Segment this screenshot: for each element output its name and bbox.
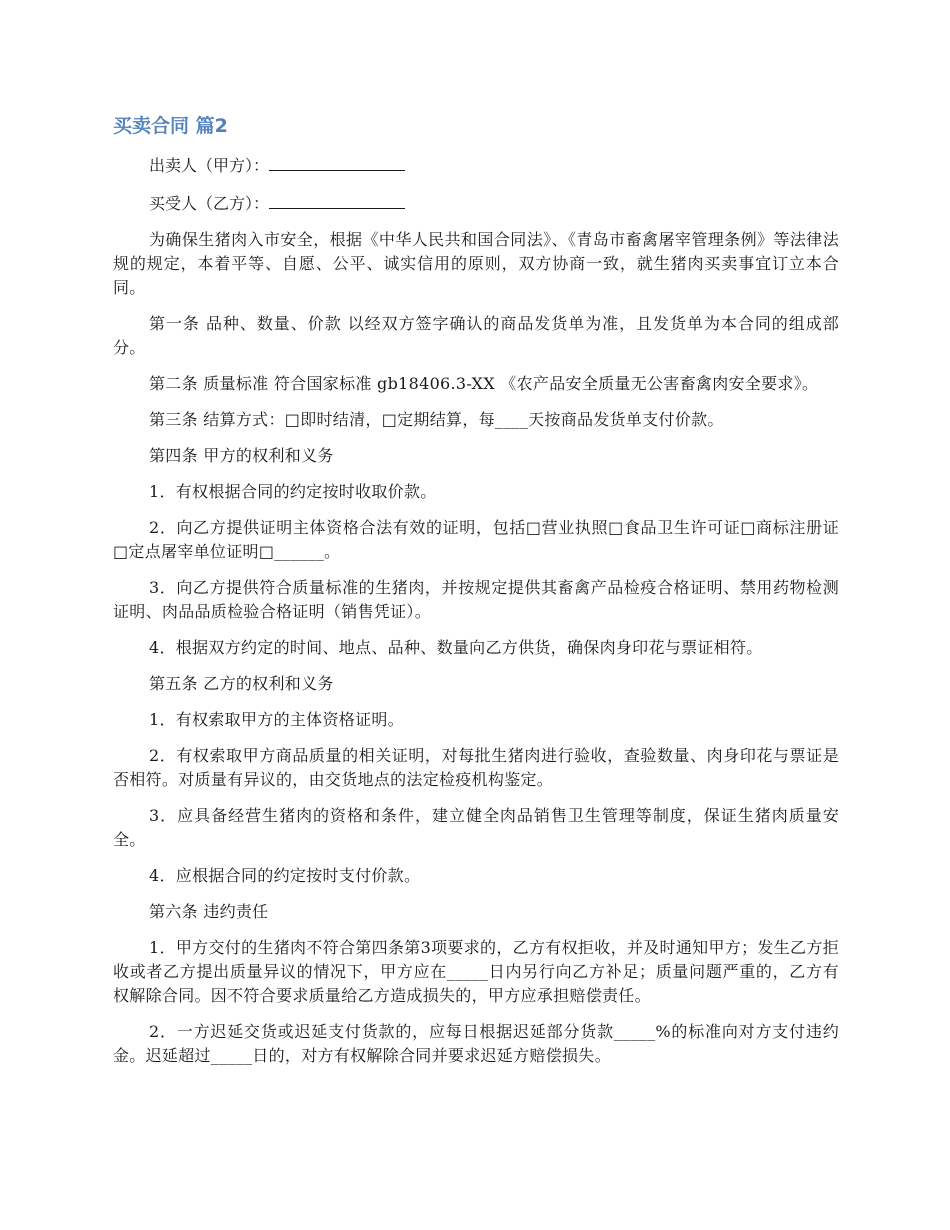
buyer-blank [269, 190, 405, 209]
document-page [113, 112, 839, 1080]
paragraph-article-5-item-4: 4．应根据合同的约定按时支付价款。 [149, 866, 421, 885]
paragraph-preamble: 为确保生猪肉入市安全，根据《中华人民共和国合同法》、《青岛市畜禽屠宰管理条例》等法律法规的规定，本着平等、自愿、公平、诚实信用的原则，双方协商一致，就生猪肉买卖事宜订立本合同。 [113, 230, 839, 297]
paragraph-article-5-item-3: 3．应具备经营生猪肉的资格和条件，建立健全肉品销售卫生管理等制度，保证生猪肉质量安全。 [113, 806, 839, 849]
paragraph-article-5-item-1: 1．有权索取甲方的主体资格证明。 [149, 710, 404, 729]
paragraph-article-4-item-3: 3．向乙方提供符合质量标准的生猪肉，并按规定提供其畜禽产品检疫合格证明、禁用药物检测证明、肉品品质检验合格证明（销售凭证）。 [113, 578, 839, 621]
seller-line [113, 152, 839, 178]
heading-article-5: 第五条 乙方的权利和义务 [149, 674, 334, 693]
buyer-label: 买受人（乙方）： [149, 194, 270, 213]
paragraph-article-2: 第二条 质量标准 符合国家标准 gb18406.3-XX 《农产品安全质量无公害畜禽肉安全要求》。 [149, 374, 819, 393]
heading-article-4: 第四条 甲方的权利和义务 [149, 446, 334, 465]
document-title: 买卖合同 篇2 [113, 115, 228, 137]
paragraph-article-5-item-2: 2．有权索取甲方商品质量的相关证明，对每批生猪肉进行验收，查验数量、肉身印花与票证是否相符。对质量有异议的，由交货地点的法定检疫机构鉴定。 [113, 746, 839, 789]
paragraph-article-6-item-1: 1．甲方交付的生猪肉不符合第四条第3项要求的，乙方有权拒收，并及时通知甲方；发生乙方拒收或者乙方提出质量异议的情况下，甲方应在_____日内另行向乙方补足；质量问题严重的，乙方有权解除合同。因不符合要求质量给乙方造成损失的，甲方应承担赔偿责任。 [113, 938, 839, 1005]
paragraph-article-6-item-2: 2．一方迟延交货或迟延支付货款的，应每日根据迟延部分货款_____%的标准向对方支付违约金。迟延超过_____日的，对方有权解除合同并要求迟延方赔偿损失。 [113, 1022, 839, 1065]
buyer-line [113, 190, 839, 216]
heading-article-6: 第六条 违约责任 [149, 902, 269, 921]
seller-label: 出卖人（甲方）： [149, 156, 270, 175]
paragraph-article-4-item-2: 2．向乙方提供证明主体资格合法有效的证明，包括□营业执照□食品卫生许可证□商标注册证□定点屠宰单位证明□______。 [113, 518, 839, 561]
seller-blank [269, 152, 405, 171]
paragraph-article-4-item-1: 1．有权根据合同的约定按时收取价款。 [149, 482, 437, 501]
paragraph-article-4-item-4: 4．根据双方约定的时间、地点、品种、数量向乙方供货，确保肉身印花与票证相符。 [149, 638, 763, 657]
paragraph-article-1: 第一条 品种、数量、价款 以经双方签字确认的商品发货单为准，且发货单为本合同的组成部分。 [113, 314, 839, 357]
paragraph-article-3: 第三条 结算方式：□即时结清，□定期结算，每____天按商品发货单支付价款。 [149, 410, 724, 429]
